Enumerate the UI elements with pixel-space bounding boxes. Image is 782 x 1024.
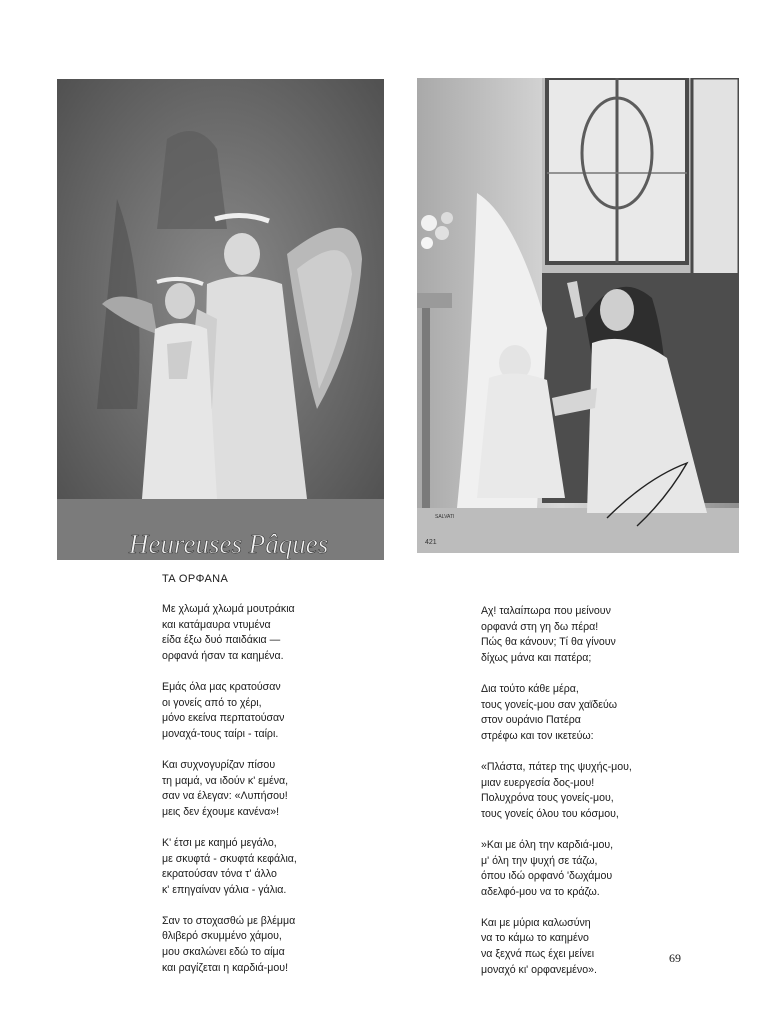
postcard-caption: Heureuses Pâques <box>129 529 329 559</box>
poem-line: κ' επηγαίναν γάλια - γάλια. <box>162 883 287 896</box>
poem-stanza <box>162 836 402 898</box>
poem-line: με σκυφτά - σκυφτά κεφάλια, <box>162 852 297 865</box>
postcard-angel-image <box>57 79 384 560</box>
poem-line: μοναχό κι' ορφανεμένο». <box>481 963 597 976</box>
poem-line: μοναχά-τους ταίρι - ταίρι. <box>162 727 279 740</box>
poem-line: και κατάμαυρα ντυμένα <box>162 618 271 631</box>
poem-line: αδελφό-μου να το κράζω. <box>481 885 600 898</box>
poem-stanza <box>162 914 402 976</box>
poem-line: ορφανά ήσαν τα καημένα. <box>162 649 284 662</box>
poem-stanza <box>481 604 721 666</box>
poem-line: Και με μύρια καλωσύνη <box>481 916 591 929</box>
poem-line: οι γονείς από το χέρι, <box>162 696 262 709</box>
poem-line: σαν να έλεγαν: «Λυπήσου! <box>162 790 288 803</box>
poem-title: ΤΑ ΟΡΦΑΝΑ <box>162 573 229 585</box>
poem-left-column <box>162 602 402 992</box>
poem-line: μ' όλη την ψυχή σε τάζω, <box>481 854 598 867</box>
poem-stanza <box>481 838 721 900</box>
postcard-girl-doll-illustration <box>417 78 739 553</box>
poem-line: τους γονείς όλου του κόσμου, <box>481 807 619 820</box>
poem-line: όπου ιδώ ορφανό 'δωχάμου <box>481 870 613 883</box>
poem-line: μου σκαλώνει εδώ το αίμα <box>162 946 285 959</box>
poem-line: Πώς θα κάνουν; Τί θα γίνουν <box>481 636 616 649</box>
poem-line: και ραγίζεται η καρδιά-μου! <box>162 961 289 974</box>
postcard-angel-illustration <box>57 79 384 560</box>
poem-line: τη μαμά, να ιδούν κ' εμένα, <box>162 774 289 787</box>
poem-stanza <box>481 760 721 822</box>
poem-line: μιαν ευεργεσία δος-μου! <box>481 776 595 789</box>
poem-stanza <box>162 680 402 742</box>
poem-stanza <box>481 916 721 978</box>
poem-line: Κ' έτσι με καημό μεγάλο, <box>162 836 277 849</box>
poem-stanza <box>481 682 721 744</box>
poem-line: να ξεχνά πως έχει μείνει <box>481 948 595 961</box>
postcard-serial: 421 <box>425 539 437 546</box>
poem-line: να το κάμω το καημένο <box>481 932 589 945</box>
poem-line: τους γονείς-μου σαν χαϊδεύω <box>481 698 618 711</box>
poem-line: «Πλάστα, πάτερ της ψυχής-μου, <box>481 760 632 773</box>
poem-line: Αχ! ταλαίπωρα που μείνουν <box>481 605 611 617</box>
poem-line: »Και με όλη την καρδιά-μου, <box>481 838 614 851</box>
poem-line: ορφανά στη γη δω πέρα! <box>481 620 599 633</box>
poem-line: θλιβερό σκυμμένο χάμου, <box>162 930 282 943</box>
poem-line: μεις δεν έχουμε κανένα»! <box>162 805 280 818</box>
poem-line: Εμάς όλα μας κρατούσαν <box>162 680 281 693</box>
poem-line: Πολυχρόνα τους γονείς-μου, <box>481 792 614 805</box>
poem-line: είδα έξω δυό παιδάκια — <box>162 634 281 647</box>
poem-right-column <box>481 604 721 994</box>
postcard-publisher-stamp: SALVATI <box>435 514 455 520</box>
poem-line: στρέφω και τον ικετεύω: <box>481 729 594 742</box>
postcard-girl-doll-image <box>417 78 739 553</box>
poem-stanza <box>162 758 402 820</box>
poem-line: μόνο εκείνα περπατούσαν <box>162 712 285 725</box>
page-number: 69 <box>669 951 681 965</box>
poem-line: Και συχνογυρίζαν πίσου <box>162 758 276 771</box>
poem-line: εκρατούσαν τόνα τ' άλλο <box>162 868 277 881</box>
poem-line: δίχως μάνα και πατέρα; <box>481 651 592 664</box>
poem-line: Με χλωμά χλωμά μουτράκια <box>162 603 295 615</box>
poem-line: Σαν το στοχασθώ με βλέμμα <box>162 914 296 927</box>
poem-line: στον ουράνιο Πατέρα <box>481 714 581 727</box>
poem-line: Δια τούτο κάθε μέρα, <box>481 682 579 695</box>
poem-stanza <box>162 602 402 664</box>
